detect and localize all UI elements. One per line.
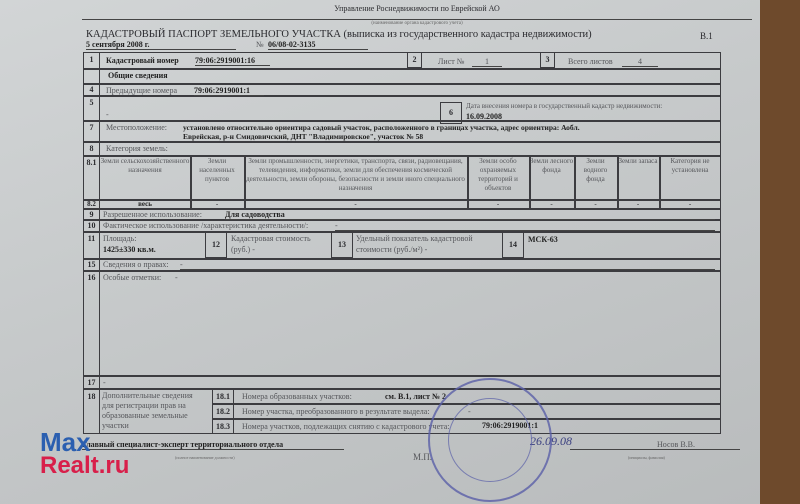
row-number: 8.2 <box>87 200 96 208</box>
row-number: 14 <box>509 240 517 249</box>
location-line2: Еврейская, р-н Смидовичский, ДНТ "Владимировское", участок № 58 <box>183 132 424 141</box>
category-value: - <box>496 200 500 208</box>
permitted-use-label: Разрешенное использование: <box>103 210 202 219</box>
row-number: 18.1 <box>216 392 230 401</box>
row-number: 5 <box>89 98 94 107</box>
table-rule <box>83 388 721 390</box>
row-number: 9 <box>89 210 94 219</box>
permitted-use: Для садоводства <box>225 210 715 220</box>
watermark-realt: Realt.ru <box>40 452 130 479</box>
category-value: весь <box>138 200 152 208</box>
section-general: Общие сведения <box>108 71 168 80</box>
row-number: 10 <box>87 221 96 230</box>
row-number: 6 <box>449 108 453 117</box>
special-notes-label: Особые отметки: <box>103 273 162 282</box>
name-caption: (инициалы, фамилия) <box>628 455 665 460</box>
category-settlements: Земли населенных пунктов <box>199 157 235 183</box>
formed-plots-label: Номера образованных участков: <box>242 392 352 401</box>
row-number: 15 <box>87 260 96 269</box>
sheet-number: 1 <box>472 57 502 67</box>
category-value: - <box>550 200 553 208</box>
row-number: 2 <box>412 55 417 64</box>
sheet-label: Лист № <box>438 57 465 66</box>
table-rule <box>83 231 721 233</box>
cadastral-cost: (руб.) - <box>231 245 255 254</box>
document-number: 06/08-02-3135 <box>268 40 368 50</box>
category-forest: Земли лесного фонда <box>529 157 574 174</box>
official-seal-inner <box>448 398 532 482</box>
watermark-logo <box>40 427 130 479</box>
coordinate-system: МСК-63 <box>528 235 558 244</box>
row-number: 17 <box>87 378 96 387</box>
number-label: № <box>256 40 264 49</box>
category-unset: Категория не установлена <box>670 157 710 174</box>
category-agricultural: Земли сельскохозяйственного назначения <box>100 157 190 174</box>
table-rule <box>83 83 721 85</box>
cadastral-number: 79:06:2919001:16 <box>195 56 270 66</box>
area-value: 1425±330 кв.м. <box>103 245 156 254</box>
actual-use: - <box>335 221 715 231</box>
row-number: 18 <box>87 392 96 401</box>
form-code: В.1 <box>700 31 713 41</box>
category-value: - <box>636 200 640 208</box>
row-number: 7 <box>89 123 94 132</box>
area-label: Площадь: <box>103 234 137 243</box>
transformed-plot-label: Номер участка, преобразованного в результате выдела: <box>242 407 430 416</box>
row-number: 8 <box>89 144 94 153</box>
watermark-max: Max <box>40 427 91 457</box>
row-number: 8.1 <box>86 158 97 167</box>
location-line1: установлено относительно ориентира садовый участок, расположенного в границах участка, адрес ориентира: Аобл. <box>183 123 580 132</box>
authority-caption: (наименование органа кадастрового учета) <box>371 21 463 26</box>
seal-place: М.П. <box>413 452 433 462</box>
table-rule <box>83 95 721 97</box>
category-value: - <box>594 200 597 208</box>
location-label: Местоположение: <box>106 123 167 132</box>
document-date: 5 сентября 2008 г. <box>86 40 236 50</box>
total-sheets: 4 <box>622 57 658 67</box>
document-title: КАДАСТРОВЫЙ ПАСПОРТ ЗЕМЕЛЬНОГО УЧАСТКА (выписка из государственного кадастра недвижимости) <box>86 29 592 40</box>
total-sheets-label: Всего листов <box>568 57 613 66</box>
previous-number: 79:06:2919001:1 <box>194 86 264 96</box>
category-industry: Земли промышленности, энергетики, транспорта, связи, радиовещания, телевидения, информатики, земли для обеспечения космической деятельности, земли обороны, безопасности и земли иного специального назначения <box>246 157 465 192</box>
transformed-plot: - <box>468 407 471 416</box>
authority: Управление Роснедвижимости по Еврейской АО <box>82 4 752 20</box>
specific-cost-label: Удельный показатель кадастровой <box>356 234 473 243</box>
category-value: - <box>688 200 692 208</box>
formed-plots: см. В.1, лист № 2 <box>385 392 446 401</box>
row-number: 13 <box>338 240 346 249</box>
specific-cost: стоимости (руб./м²) - <box>356 245 428 254</box>
table-rule <box>83 68 721 70</box>
table-rule <box>83 270 721 272</box>
table-rule <box>83 375 721 377</box>
row5-value: - <box>106 110 109 119</box>
removed-plots-label: Номера участков, подлежащих снятию с кадастрового учета: <box>242 422 450 431</box>
land-category-label: Категория земель: <box>106 144 168 153</box>
row-number: 12 <box>212 240 220 249</box>
category-value: - <box>215 200 219 208</box>
rights-value: - <box>180 260 715 270</box>
cadastral-cost-label: Кадастровая стоимость <box>231 234 311 243</box>
category-reserve: Земли запаса <box>618 157 658 165</box>
rights-label: Сведения о правах: <box>103 260 169 269</box>
removed-plots: 79:06:2919001:1 <box>482 421 538 430</box>
signature: 26.09.08 <box>530 434 572 448</box>
category-protected: Земли особо охраняемых территорий и объектов <box>478 157 518 192</box>
row-number: 4 <box>89 85 94 94</box>
registration-date: 16.09.2008 <box>466 112 502 121</box>
position-caption: (полное наименование должности) <box>175 455 235 460</box>
row-number: 11 <box>87 234 96 243</box>
previous-numbers-label: Предыдущие номера <box>106 86 178 95</box>
actual-use-label: Фактическое использование /характеристика деятельности/: <box>103 221 309 230</box>
signer-name: Носов В.В. <box>570 440 740 450</box>
cadastral-number-label: Кадастровый номер <box>106 56 179 65</box>
row17-value: - <box>103 378 106 387</box>
category-value: - <box>354 200 357 208</box>
special-notes: - <box>175 273 178 282</box>
additional-info-label: Дополнительные сведения для регистрации прав на образованные земельные участки <box>102 391 193 430</box>
row-number: 18.2 <box>216 407 230 416</box>
row-number: 3 <box>545 55 550 64</box>
table-rule <box>83 141 721 143</box>
row-number: 1 <box>89 55 94 64</box>
registration-date-label: Дата внесения номера в государственный кадастр недвижимости: <box>466 102 663 110</box>
category-water: Земли водного фонда <box>583 157 608 183</box>
table-rule <box>83 120 721 122</box>
signer-position: Главный специалист-эксперт территориального отдела <box>82 440 344 450</box>
row-number: 18.3 <box>216 422 230 431</box>
row-number: 16 <box>87 273 96 282</box>
